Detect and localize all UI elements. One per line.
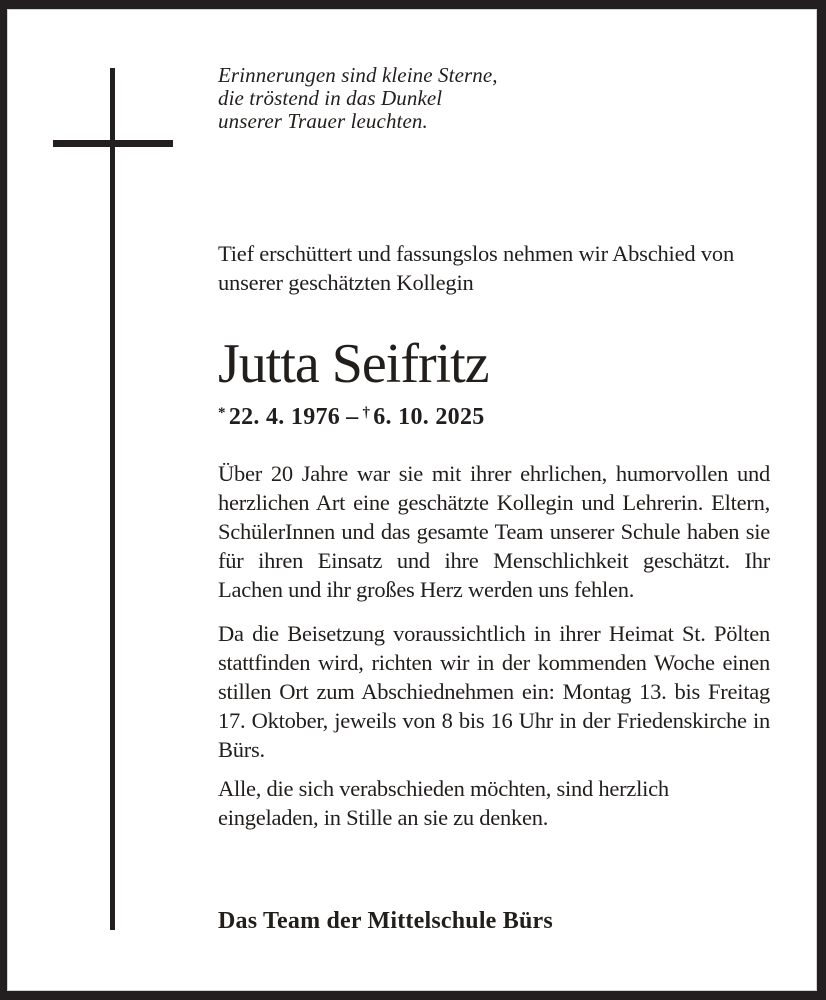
death-date: 6. 10. 2025: [373, 404, 485, 430]
dates-separator: –: [346, 404, 359, 430]
epigraph: [218, 64, 770, 133]
birth-symbol: *: [218, 405, 226, 421]
life-dates: [218, 402, 770, 435]
signature: Das Team der Mittelschule Bürs: [218, 908, 553, 934]
intro-text: Tief erschüttert und fassungslos nehmen wir Abschied von unserer geschätzten Kollegin: [218, 241, 735, 295]
epigraph-line-1: Erinnerungen sind kleine Sterne,: [218, 63, 498, 87]
memorial-info-paragraph: Da die Beisetzung voraussichtlich in ihrer Heimat St. Pölten stattfinden wird, richten wir in der kommenden Woche einen stillen Ort zum Abschiednehmen ein: Montag 13. bis Freitag 17. Oktober, jeweils von 8 bis 16 Uhr in der Friedenskirche in Bürs.: [218, 621, 770, 762]
notice-sheet: [7, 9, 817, 991]
cross-vertical-bar: [110, 68, 115, 930]
epigraph-line-2: die tröstend in das Dunkel: [218, 86, 443, 110]
birth-date: 22. 4. 1976: [228, 404, 341, 430]
death-symbol: †: [362, 405, 371, 421]
epigraph-line-3: unserer Trauer leuchten.: [218, 109, 428, 133]
cross-horizontal-bar: [53, 140, 173, 147]
invitation-paragraph: Alle, die sich verabschieden möchten, sind herzlich eingeladen, in Stille an sie zu denken.: [218, 776, 669, 830]
tribute-paragraph: Über 20 Jahre war sie mit ihrer ehrlichen, humorvollen und herzlichen Art eine geschätzte Kollegin und Lehrerin. Eltern, SchülerInnen und das gesamte Team unserer Schule haben sie für ihren Einsatz und ihre Menschlichkeit geschätzt. Ihr Lachen und ihr großes Herz werden uns fehlen.: [218, 461, 770, 602]
deceased-name: Jutta Seifritz: [218, 333, 489, 395]
